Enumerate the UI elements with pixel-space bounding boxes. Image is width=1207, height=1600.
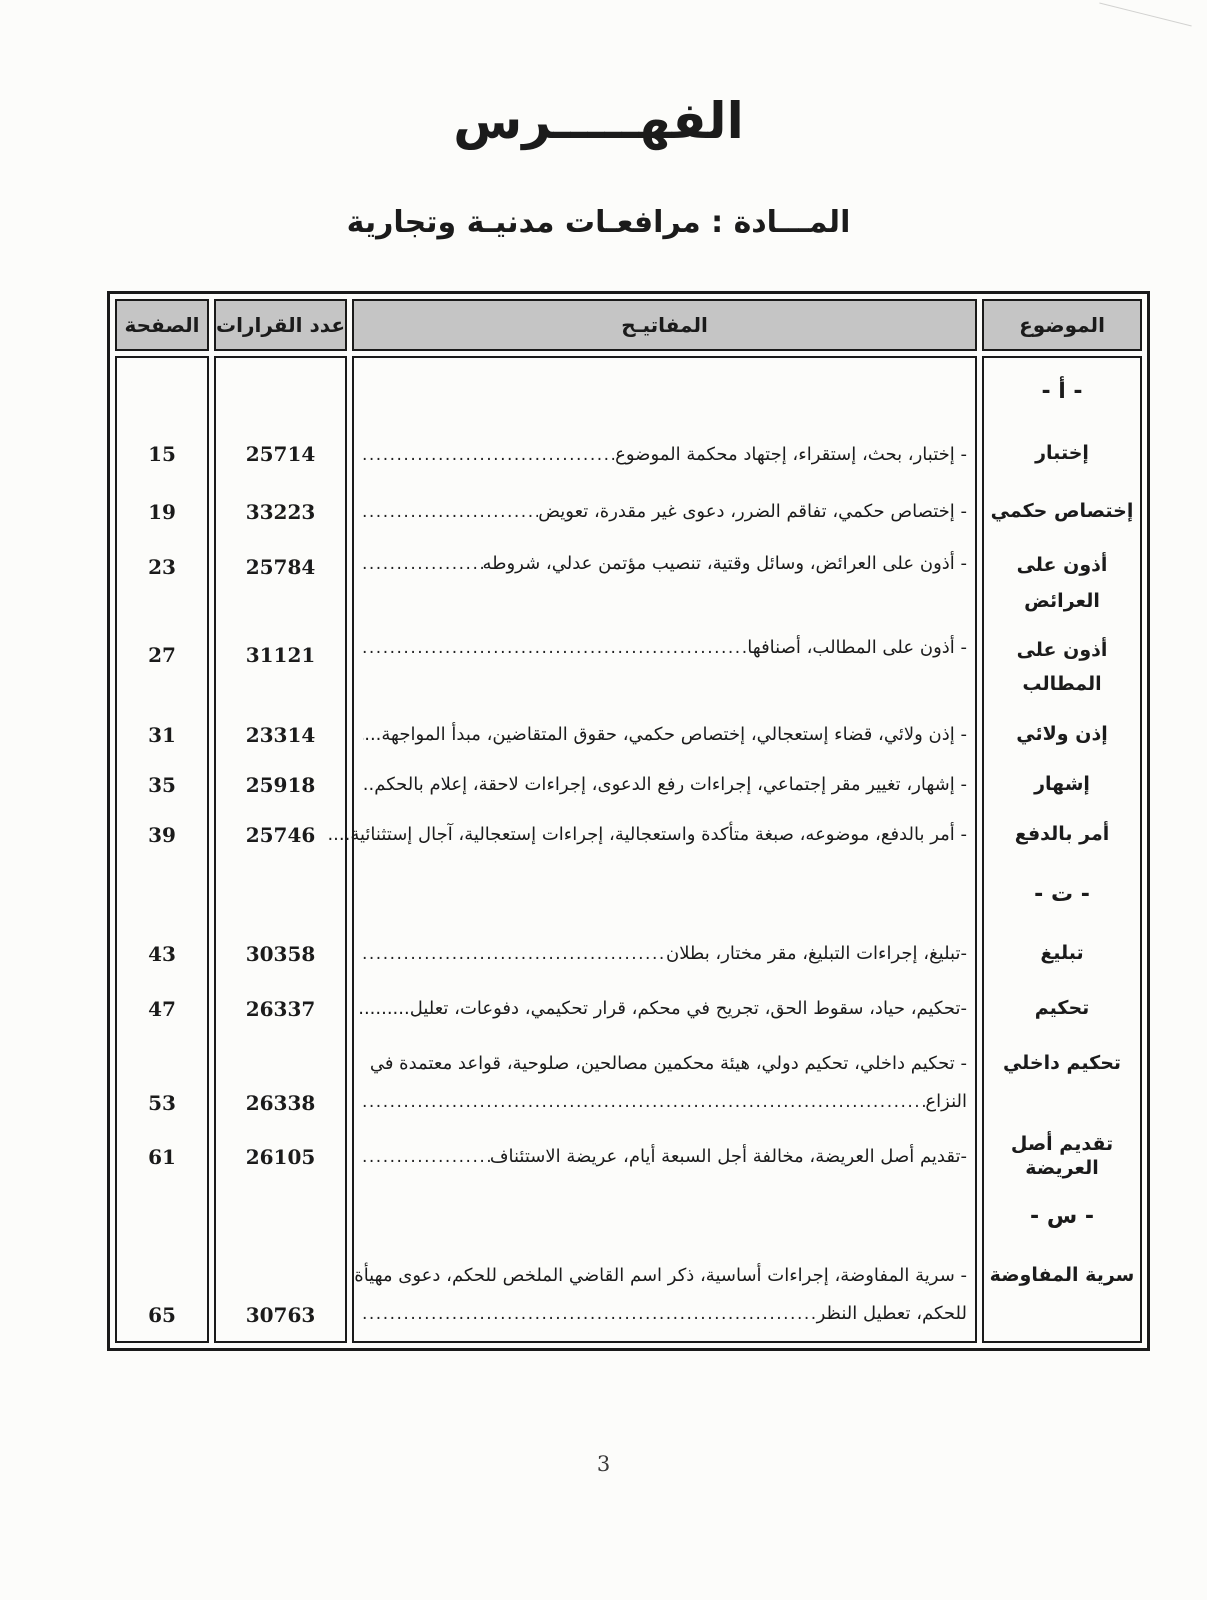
keys-text: -تقديم أصل العريضة، مخالفة أجل السبعة أيام، عريضة الاستئناف bbox=[489, 1146, 967, 1167]
page-cell: 27 bbox=[148, 643, 176, 667]
keys-cell bbox=[354, 539, 975, 627]
section-label: - أ - bbox=[1041, 378, 1083, 404]
keys-text: - إختصاص حكمي، تفاقم الضرر، دعوى غير مقدرة، تعويض bbox=[538, 501, 967, 522]
keys-cell bbox=[354, 1248, 975, 1341]
page-title: الفهـــــرس bbox=[453, 92, 744, 150]
page-cell-empty bbox=[117, 1184, 207, 1248]
scan-artifact bbox=[1099, 3, 1191, 27]
index-table bbox=[107, 291, 1150, 1351]
subject-cell bbox=[984, 627, 1140, 707]
dotted-leader bbox=[362, 638, 747, 658]
keys-text: - أمر بالدفع، موضوعه، صبغة متأكدة واستعجالية، إجراءات إستعجالية، آجال إستثنائية.... bbox=[327, 824, 967, 845]
subject-cell: تحكيم داخلي bbox=[1002, 1052, 1122, 1074]
decisions-column bbox=[214, 356, 347, 1343]
subject-line: المطالب bbox=[1022, 673, 1102, 695]
page-cell: 39 bbox=[148, 822, 176, 847]
keys-text: - إذن ولائي، قضاء إستعجالي، إختصاص حكمي، حقوق المتقاضين، مبدأ المواجهة... bbox=[364, 724, 967, 745]
decisions-cell: 30763 bbox=[245, 1303, 316, 1327]
keys-text: - إشهار، تغيير مقر إجتماعي، إجراءات رفع الدعوى، إجراءات لاحقة، إعلام بالحكم.. bbox=[362, 774, 967, 795]
page-cell: 15 bbox=[148, 442, 176, 466]
keys-cell-empty bbox=[354, 862, 975, 926]
dotted-leader bbox=[362, 445, 615, 465]
subject-line: العرائض bbox=[1024, 590, 1100, 613]
page-cell: 35 bbox=[148, 772, 176, 797]
subject-cell: إذن ولائي bbox=[1016, 722, 1108, 745]
subject-line: أذون على bbox=[1016, 553, 1108, 576]
dotted-leader bbox=[362, 725, 364, 745]
page-cell: 43 bbox=[148, 941, 176, 966]
keys-cell bbox=[354, 627, 975, 707]
keys-text: - أذون على المطالب، أصنافها bbox=[747, 637, 967, 658]
subject-line: أذون على bbox=[1016, 639, 1108, 661]
page-cell-empty bbox=[117, 358, 207, 424]
subject-cell: إشهار bbox=[1034, 772, 1090, 795]
keys-cell-empty bbox=[354, 358, 975, 424]
table-body bbox=[115, 356, 1142, 1343]
subject-cell: إختصاص حكمي bbox=[990, 499, 1134, 522]
subject-cell: تبليغ bbox=[1040, 941, 1084, 964]
dotted-leader bbox=[362, 502, 538, 522]
page-number: 3 bbox=[596, 1452, 611, 1476]
decisions-cell-empty bbox=[216, 358, 345, 424]
subject-cell: تقديم أصل العريضة bbox=[1010, 1132, 1114, 1179]
decisions-cell: 26105 bbox=[245, 1144, 316, 1169]
page-cell: 23 bbox=[148, 555, 176, 579]
keys-text: - إختبار، بحث، إستقراء، إجتهاد محكمة الموضوع bbox=[615, 443, 967, 465]
keys-cell bbox=[354, 981, 975, 1036]
decisions-cell: 30358 bbox=[245, 941, 316, 966]
header-decisions: عدد القرارات bbox=[214, 299, 347, 351]
keys-cell bbox=[327, 807, 975, 862]
subject-column bbox=[982, 356, 1142, 1343]
subject-cell: إختبار bbox=[1035, 442, 1089, 465]
keys-cell bbox=[354, 762, 975, 807]
table-header-row bbox=[115, 299, 1142, 351]
decisions-cell: 25714 bbox=[245, 442, 316, 466]
subject-cell: تحكيم bbox=[1034, 996, 1090, 1019]
decisions-cell: 25784 bbox=[245, 555, 316, 579]
keys-cell bbox=[354, 707, 975, 762]
keys-text: النزاع bbox=[925, 1091, 967, 1112]
decisions-cell: 33223 bbox=[245, 499, 316, 524]
page-cell: 47 bbox=[148, 996, 176, 1021]
page-cell: 53 bbox=[148, 1091, 176, 1115]
page-cell: 19 bbox=[148, 499, 176, 524]
keys-cell-empty bbox=[354, 1184, 975, 1248]
page-cell: 65 bbox=[148, 1303, 176, 1327]
decisions-cell: 26338 bbox=[245, 1091, 316, 1115]
decisions-cell: 25918 bbox=[245, 772, 316, 797]
decisions-cell-empty bbox=[216, 1184, 345, 1248]
keys-column bbox=[327, 356, 977, 1343]
page-cell: 61 bbox=[148, 1144, 176, 1169]
keys-text: - أذون على العرائض، وسائل وقتية، تنصيب مؤتمن عدلي، شروطه bbox=[482, 553, 967, 574]
keys-cell bbox=[354, 484, 975, 539]
page-column bbox=[115, 356, 209, 1343]
keys-cell bbox=[354, 926, 975, 981]
keys-text: - سرية المفاوضة، إجراءات أساسية، ذكر اسم القاضي الملخص للحكم، دعوى مهيأة bbox=[354, 1265, 967, 1286]
decisions-cell: 31121 bbox=[245, 643, 316, 667]
subject-cell: سرية المفاوضة bbox=[989, 1264, 1135, 1286]
page-subtitle: المـــادة : مرافعـات مدنيـة وتجارية bbox=[346, 205, 851, 240]
subject-cell: أمر بالدفع bbox=[1014, 822, 1110, 845]
section-label: - ت - bbox=[1034, 881, 1090, 907]
decisions-cell: 23314 bbox=[245, 722, 316, 747]
dotted-leader bbox=[362, 554, 483, 574]
section-label: - س - bbox=[1030, 1203, 1094, 1229]
decisions-cell: 25746 bbox=[245, 822, 316, 847]
keys-cell bbox=[354, 1036, 975, 1129]
decisions-cell: 26337 bbox=[245, 996, 316, 1021]
header-keys: المفاتيـح bbox=[352, 299, 977, 351]
page-cell: 31 bbox=[148, 722, 176, 747]
keys-text: - تحكيم داخلي، تحكيم دولي، هيئة محكمين مصالحين، صلوحية، قواعد معتمدة في bbox=[369, 1053, 967, 1074]
decisions-cell-empty bbox=[216, 862, 345, 926]
dotted-leader bbox=[362, 775, 363, 795]
subject-cell bbox=[984, 539, 1140, 627]
dotted-leader bbox=[362, 1092, 925, 1112]
page-cell-empty bbox=[117, 862, 207, 926]
keys-text: -تبليغ، إجراءات التبليغ، مقر مختار، بطلان bbox=[665, 943, 967, 964]
dotted-leader bbox=[362, 1147, 490, 1167]
dotted-leader bbox=[362, 1304, 817, 1324]
header-page: الصفحة bbox=[115, 299, 209, 351]
dotted-leader bbox=[362, 944, 666, 964]
header-subject: الموضوع bbox=[982, 299, 1142, 351]
keys-cell bbox=[354, 424, 975, 484]
keys-cell bbox=[354, 1129, 975, 1184]
keys-text: -تحكيم، حياد، سقوط الحق، تجريح في محكم، قرار تحكيمي، دفوعات، تعليل......... bbox=[358, 998, 967, 1019]
keys-text: للحكم، تعطيل النظر bbox=[816, 1303, 967, 1324]
